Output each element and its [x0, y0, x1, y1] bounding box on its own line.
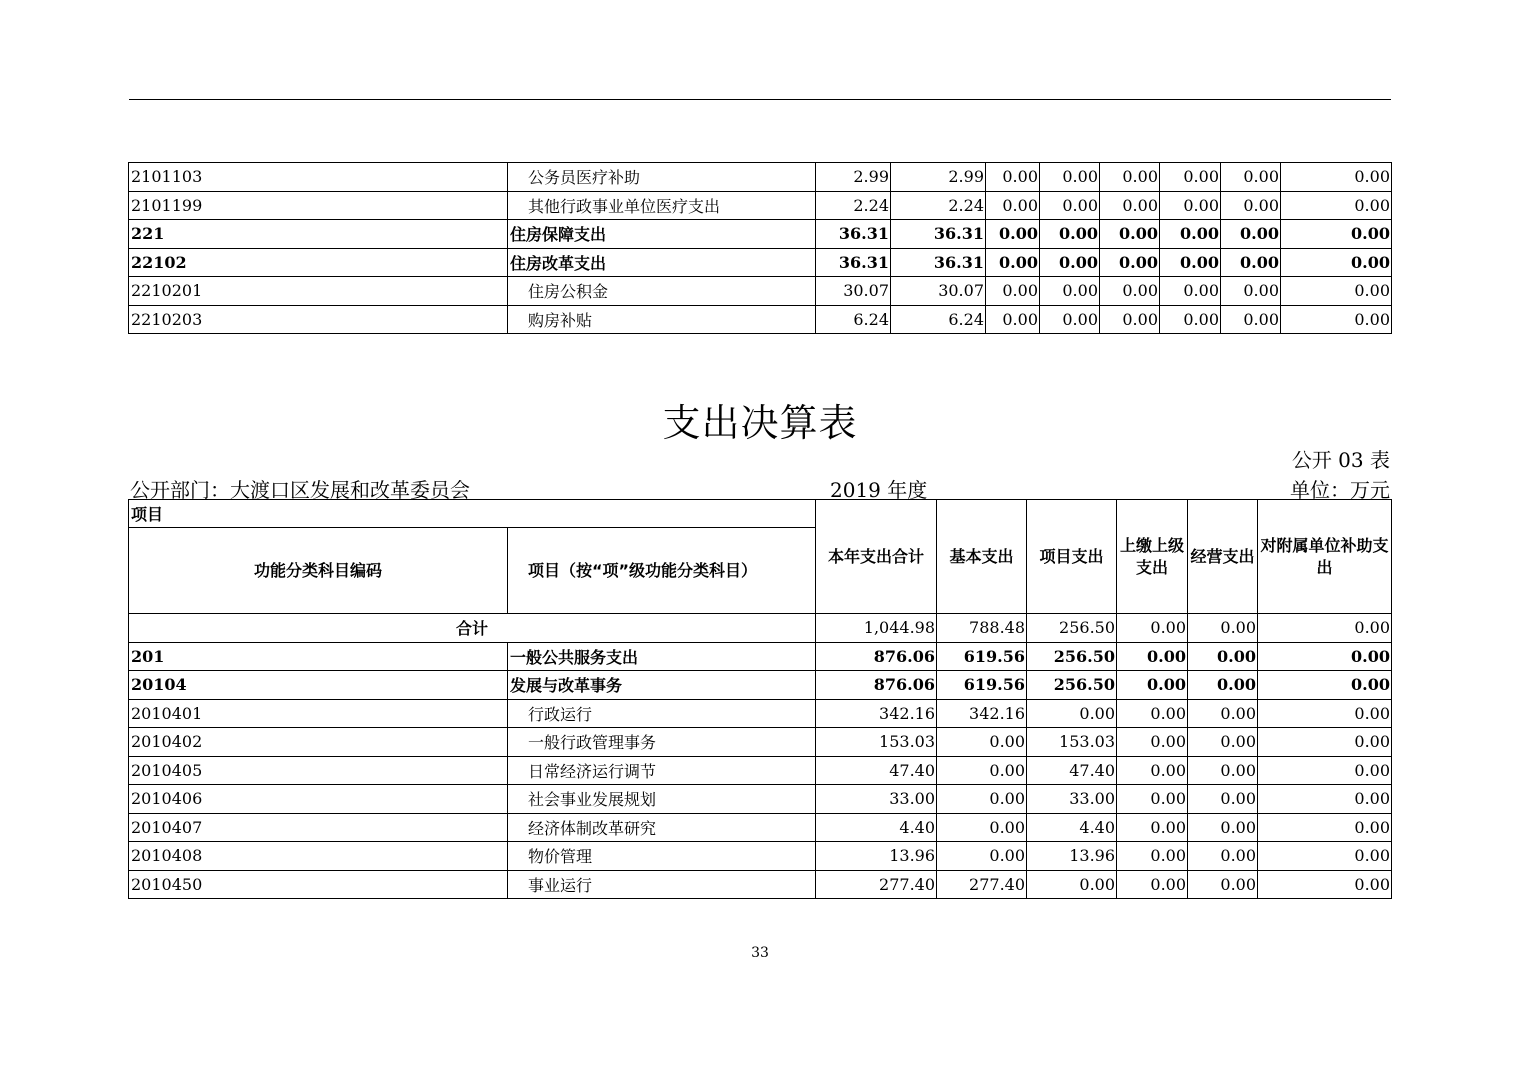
header-col-subsidy: 对附属单位补助支出 — [1258, 500, 1392, 614]
row-value: 2.99 — [816, 163, 891, 192]
row-value: 0.00 — [1117, 870, 1188, 899]
row-value: 0.00 — [937, 842, 1027, 871]
row-code: 2010401 — [129, 699, 508, 728]
row-value: 0.00 — [1160, 277, 1221, 306]
row-value: 0.00 — [937, 813, 1027, 842]
row-value: 0.00 — [1188, 642, 1258, 671]
row-value: 0.00 — [1117, 756, 1188, 785]
row-value: 0.00 — [1040, 191, 1100, 220]
total-label: 合计 — [129, 614, 816, 643]
row-value: 47.40 — [816, 756, 937, 785]
table-row — [129, 642, 1392, 671]
row-value: 0.00 — [1281, 277, 1392, 306]
row-code: 2010406 — [129, 785, 508, 814]
table-row — [129, 785, 1392, 814]
table-row — [129, 671, 1392, 700]
row-value: 0.00 — [1258, 728, 1392, 757]
header-rule — [129, 99, 1391, 100]
row-code: 2210201 — [129, 277, 508, 306]
table-row — [129, 842, 1392, 871]
row-code: 2010402 — [129, 728, 508, 757]
header-col-total: 本年支出合计 — [816, 500, 937, 614]
page-number: 33 — [751, 945, 769, 961]
row-value: 0.00 — [1040, 305, 1100, 334]
table-row — [129, 220, 1392, 249]
row-name: 购房补贴 — [508, 305, 816, 334]
header-col-basic: 基本支出 — [937, 500, 1027, 614]
row-value: 0.00 — [1188, 870, 1258, 899]
row-code: 2010407 — [129, 813, 508, 842]
row-code: 22102 — [129, 248, 508, 277]
row-value: 0.00 — [1117, 785, 1188, 814]
row-value: 0.00 — [1040, 248, 1100, 277]
unit-label: 单位：万元 — [1290, 478, 1390, 502]
row-value: 619.56 — [937, 671, 1027, 700]
row-value: 0.00 — [1117, 671, 1188, 700]
table-row — [129, 163, 1392, 192]
row-value: 0.00 — [937, 728, 1027, 757]
row-value: 36.31 — [816, 248, 891, 277]
row-value: 0.00 — [1100, 305, 1160, 334]
row-value: 2.24 — [891, 191, 986, 220]
row-value: 0.00 — [1281, 248, 1392, 277]
row-value: 4.40 — [1027, 813, 1117, 842]
row-value: 0.00 — [1258, 842, 1392, 871]
row-value: 0.00 — [1117, 642, 1188, 671]
row-value: 33.00 — [816, 785, 937, 814]
row-value: 256.50 — [1027, 642, 1117, 671]
row-value: 0.00 — [1281, 163, 1392, 192]
row-name: 公务员医疗补助 — [508, 163, 816, 192]
total-value: 788.48 — [937, 614, 1027, 643]
row-value: 33.00 — [1027, 785, 1117, 814]
row-name: 一般行政管理事务 — [508, 728, 816, 757]
row-value: 0.00 — [1188, 699, 1258, 728]
row-name: 住房保障支出 — [508, 220, 816, 249]
row-value: 0.00 — [1188, 756, 1258, 785]
row-value: 0.00 — [1221, 277, 1281, 306]
row-value: 0.00 — [937, 785, 1027, 814]
row-value: 0.00 — [1100, 220, 1160, 249]
row-name: 社会事业发展规划 — [508, 785, 816, 814]
row-value: 0.00 — [1040, 277, 1100, 306]
department-label: 公开部门：大渡口区发展和改革委员会 — [130, 478, 470, 502]
row-value: 0.00 — [1281, 191, 1392, 220]
row-value: 0.00 — [1258, 870, 1392, 899]
row-name: 住房改革支出 — [508, 248, 816, 277]
row-value: 0.00 — [1117, 813, 1188, 842]
row-value: 13.96 — [816, 842, 937, 871]
row-value: 36.31 — [816, 220, 891, 249]
row-code: 20104 — [129, 671, 508, 700]
header-col-remit: 上缴上级支出 — [1117, 500, 1188, 614]
row-value: 876.06 — [816, 642, 937, 671]
row-name: 物价管理 — [508, 842, 816, 871]
row-value: 277.40 — [937, 870, 1027, 899]
row-value: 0.00 — [986, 277, 1040, 306]
row-name: 发展与改革事务 — [508, 671, 816, 700]
table-row — [129, 813, 1392, 842]
row-value: 36.31 — [891, 248, 986, 277]
row-value: 13.96 — [1027, 842, 1117, 871]
table-row — [129, 870, 1392, 899]
row-value: 0.00 — [1117, 842, 1188, 871]
row-value: 0.00 — [1258, 671, 1392, 700]
row-value: 0.00 — [1221, 191, 1281, 220]
row-value: 0.00 — [1160, 248, 1221, 277]
row-value: 342.16 — [816, 699, 937, 728]
header-code: 功能分类科目编码 — [129, 528, 508, 614]
row-name: 经济体制改革研究 — [508, 813, 816, 842]
row-value: 0.00 — [1100, 191, 1160, 220]
row-value: 0.00 — [1258, 813, 1392, 842]
row-value: 6.24 — [891, 305, 986, 334]
header-project: 项目 — [129, 500, 816, 528]
row-value: 0.00 — [1221, 220, 1281, 249]
table-row — [129, 191, 1392, 220]
row-value: 0.00 — [1040, 220, 1100, 249]
table-row — [129, 305, 1392, 334]
table-row — [129, 248, 1392, 277]
total-row — [129, 614, 1392, 643]
row-value: 6.24 — [816, 305, 891, 334]
row-name: 日常经济运行调节 — [508, 756, 816, 785]
row-value: 0.00 — [1027, 870, 1117, 899]
row-code: 201 — [129, 642, 508, 671]
row-code: 2010450 — [129, 870, 508, 899]
row-value: 0.00 — [1100, 163, 1160, 192]
row-value: 47.40 — [1027, 756, 1117, 785]
row-value: 0.00 — [1188, 813, 1258, 842]
row-value: 0.00 — [1188, 785, 1258, 814]
row-value: 0.00 — [1188, 728, 1258, 757]
row-value: 0.00 — [986, 305, 1040, 334]
row-value: 0.00 — [1160, 191, 1221, 220]
row-code: 2210203 — [129, 305, 508, 334]
header-name: 项目（按“项”级功能分类科目） — [508, 528, 816, 614]
row-value: 0.00 — [1221, 163, 1281, 192]
row-value: 0.00 — [986, 220, 1040, 249]
row-value: 0.00 — [1117, 728, 1188, 757]
row-code: 2010408 — [129, 842, 508, 871]
row-value: 256.50 — [1027, 671, 1117, 700]
row-value: 0.00 — [986, 248, 1040, 277]
row-name: 行政运行 — [508, 699, 816, 728]
row-value: 342.16 — [937, 699, 1027, 728]
expenditure-table — [128, 499, 1392, 899]
row-value: 30.07 — [891, 277, 986, 306]
row-value: 153.03 — [1027, 728, 1117, 757]
row-value: 2.24 — [816, 191, 891, 220]
row-value: 30.07 — [816, 277, 891, 306]
row-name: 其他行政事业单位医疗支出 — [508, 191, 816, 220]
row-value: 0.00 — [1117, 699, 1188, 728]
total-value: 0.00 — [1188, 614, 1258, 643]
header-col-operating: 经营支出 — [1188, 500, 1258, 614]
row-value: 2.99 — [891, 163, 986, 192]
table-row — [129, 728, 1392, 757]
row-value: 0.00 — [1100, 248, 1160, 277]
table-id: 公开 03 表 — [1291, 448, 1390, 472]
page-title: 支出决算表 — [662, 401, 858, 445]
row-value: 876.06 — [816, 671, 937, 700]
row-value: 0.00 — [986, 163, 1040, 192]
table-row — [129, 277, 1392, 306]
total-value: 1,044.98 — [816, 614, 937, 643]
row-code: 2101103 — [129, 163, 508, 192]
row-value: 277.40 — [816, 870, 937, 899]
row-value: 0.00 — [1281, 305, 1392, 334]
row-value: 0.00 — [1221, 305, 1281, 334]
row-value: 0.00 — [1160, 220, 1221, 249]
row-name: 事业运行 — [508, 870, 816, 899]
row-value: 0.00 — [1258, 699, 1392, 728]
row-value: 0.00 — [1258, 642, 1392, 671]
table-row — [129, 756, 1392, 785]
row-value: 619.56 — [937, 642, 1027, 671]
row-value: 4.40 — [816, 813, 937, 842]
fiscal-year: 2019 年度 — [830, 478, 928, 502]
row-name: 住房公积金 — [508, 277, 816, 306]
row-value: 153.03 — [816, 728, 937, 757]
row-value: 0.00 — [986, 191, 1040, 220]
row-value: 0.00 — [1160, 163, 1221, 192]
row-value: 0.00 — [1281, 220, 1392, 249]
previous-table-continuation — [128, 162, 1392, 334]
row-value: 0.00 — [1258, 785, 1392, 814]
row-code: 221 — [129, 220, 508, 249]
row-code: 2010405 — [129, 756, 508, 785]
total-value: 256.50 — [1027, 614, 1117, 643]
total-value: 0.00 — [1117, 614, 1188, 643]
row-value: 36.31 — [891, 220, 986, 249]
row-value: 0.00 — [1188, 671, 1258, 700]
table-row — [129, 699, 1392, 728]
row-value: 0.00 — [937, 756, 1027, 785]
row-value: 0.00 — [1258, 756, 1392, 785]
header-col-project: 项目支出 — [1027, 500, 1117, 614]
row-value: 0.00 — [1100, 277, 1160, 306]
row-value: 0.00 — [1027, 699, 1117, 728]
row-value: 0.00 — [1188, 842, 1258, 871]
row-code: 2101199 — [129, 191, 508, 220]
row-value: 0.00 — [1160, 305, 1221, 334]
total-value: 0.00 — [1258, 614, 1392, 643]
row-value: 0.00 — [1040, 163, 1100, 192]
row-value: 0.00 — [1221, 248, 1281, 277]
row-name: 一般公共服务支出 — [508, 642, 816, 671]
